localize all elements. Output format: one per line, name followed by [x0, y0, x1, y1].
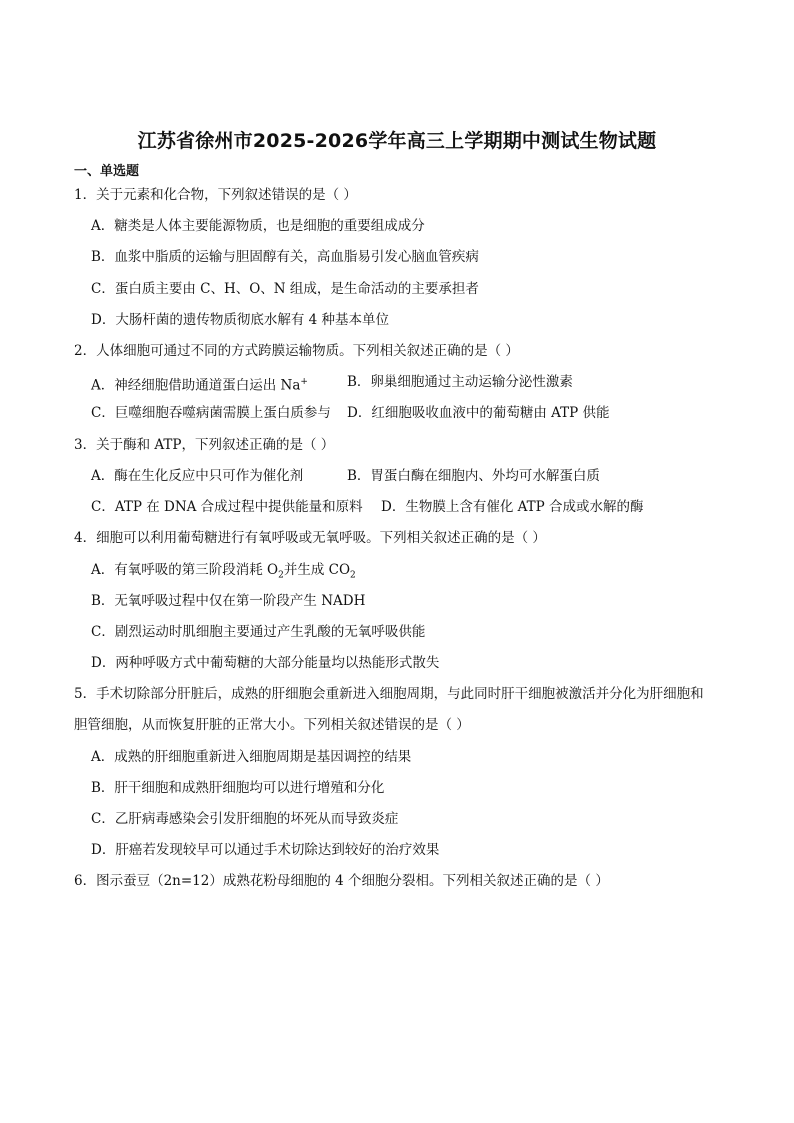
question-3-stem: 3．关于酶和 ATP，下列叙述正确的是（ ） [74, 437, 335, 453]
question-5-stem-line2: 胆管细胞，从而恢复肝脏的正常大小。下列相关叙述错误的是（ ） [74, 717, 470, 733]
question-6-stem: 6．图示蚕豆（2n=12）成熟花粉母细胞的 4 个细胞分裂相。下列相关叙述正确的是（ ） [74, 873, 609, 889]
question-5-option-d: D．肝癌若发现较早可以通过手术切除达到较好的治疗效果 [91, 842, 440, 858]
question-2-option-a-text: A．神经细胞借助通道蛋白运出 Na [91, 377, 301, 394]
subscript: 2 [278, 570, 284, 581]
question-2-option-c: C．巨噬细胞吞噬病菌需膜上蛋白质参与 [91, 405, 331, 421]
question-3-option-c: C．ATP 在 DNA 合成过程中提供能量和原料 [91, 499, 363, 515]
question-5-option-a: A．成熟的肝细胞重新进入细胞周期是基因调控的结果 [91, 749, 412, 765]
question-1-option-a: A．糖类是人体主要能源物质，也是细胞的重要组成成分 [91, 218, 425, 234]
question-4-option-b: B．无氧呼吸过程中仅在第一阶段产生 NADH [91, 593, 366, 609]
question-2-stem: 2．人体细胞可通过不同的方式跨膜运输物质。下列相关叙述正确的是（ ） [74, 343, 519, 359]
question-3-option-a: A．酶在生化反应中只可作为催化剂 [91, 468, 304, 484]
subscript: 2 [350, 570, 356, 581]
question-1-option-c: C．蛋白质主要由 C、H、O、N 组成，是生命活动的主要承担者 [91, 281, 479, 297]
question-1-option-d: D．大肠杆菌的遗传物质彻底水解有 4 种基本单位 [91, 312, 389, 328]
question-2-option-a [91, 372, 308, 396]
question-2-option-b: B．卵巢细胞通过主动运输分泌性激素 [347, 374, 573, 390]
question-3-option-d: D．生物膜上含有催化 ATP 合成或水解的酶 [381, 499, 644, 515]
question-1-stem: 1．关于元素和化合物，下列叙述错误的是（ ） [74, 187, 357, 203]
question-4-option-d: D．两种呼吸方式中葡萄糖的大部分能量均以热能形式散失 [91, 655, 440, 671]
question-5-option-c: C．乙肝病毒感染会引发肝细胞的坏死从而导致炎症 [91, 811, 399, 827]
page-title: 江苏省徐州市2025-2026学年高三上学期期中测试生物试题 [137, 130, 657, 152]
question-1-option-b: B．血浆中脂质的运输与胆固醇有关，高血脂易引发心脑血管疾病 [91, 249, 479, 265]
section-heading: 一、单选题 [74, 164, 140, 179]
superscript: + [300, 377, 308, 387]
question-4-option-a-pre: A．有氧呼吸的第三阶段消耗 O [91, 562, 279, 578]
question-2-option-d: D．红细胞吸收血液中的葡萄糖由 ATP 供能 [347, 405, 610, 421]
question-5-stem-line1: 5．手术切除部分肝脏后，成熟的肝细胞会重新进入细胞周期，与此同时肝干细胞被激活并分化为肝细胞和 [74, 686, 704, 702]
question-4-stem: 4．细胞可以利用葡萄糖进行有氧呼吸或无氧呼吸。下列相关叙述正确的是（ ） [74, 530, 546, 546]
question-5-option-b: B．肝干细胞和成熟肝细胞均可以进行增殖和分化 [91, 780, 385, 796]
question-4-option-c: C．剧烈运动时肌细胞主要通过产生乳酸的无氧呼吸供能 [91, 624, 426, 640]
question-3-option-b: B．胃蛋白酶在细胞内、外均可水解蛋白质 [347, 468, 600, 484]
question-4-option-a [91, 560, 356, 586]
question-4-option-a-mid: 并生成 CO [283, 562, 351, 578]
